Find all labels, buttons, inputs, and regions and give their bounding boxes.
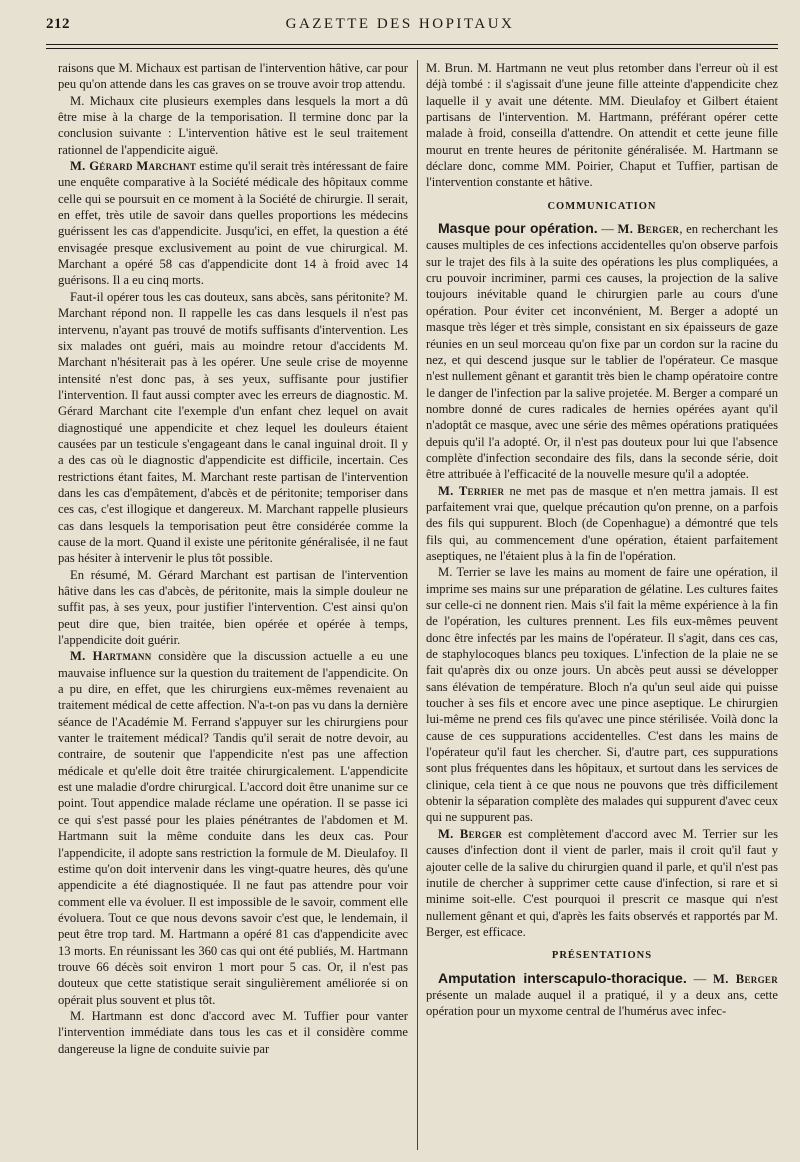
paragraph	[58, 158, 408, 289]
header-rule	[46, 44, 778, 45]
section-heading: COMMUNICATION	[547, 200, 657, 212]
dash: —	[597, 222, 618, 237]
paragraph-text: estime qu'il serait très intéressant de faire une enquête comparative à la Société médicale des hôpitaux comme celle qui se poursuit en ce moment à la Société de chirurgie. Il serait, en effet, très utile de savoir dans quelles proportions les médecins guérissent les cas d'appendicite. Jusqu'ici, en effet, la question a été envisagée presque exclusivement au point de vue chirurgical. M. Marchant a opéré 58 cas d'appendicite dont 14 à froid avec 14 guérisons. Il a eu cinq morts.	[58, 159, 408, 288]
speaker-name: M. Berger	[713, 971, 778, 986]
page-number: 212	[46, 16, 70, 32]
paragraph: Faut-il opérer tous les cas douteux, sans abcès, sans péritonite? M. Marchant répond non. Il rappelle les cas dans lesquels il n'est pas intervenu, n'ayant pas trouvé de motifs suffisants d'intervention. Les six malades ont guéri, mais au moindre retour d'accidents M. Marchant n'hésiterait pas à les opérer. Une seule crise de moyenne intensité n'est donc pas, à ses yeux, suffisante pour justifier l'intervention. Il faut aussi compter avec les erreurs de diagnostic. M. Gérard Marchant cite l'exemple d'un enfant chez lequel on avait diagnostiqué une appendicite et chez lequel les douleurs étaient causées par un testicule s'engageant dans le canal inguinal droit. Il y a des cas où le diagnostic d'appendicite est difficile, incertain. Ces restrictions étant faites, M. Marchant reste partisan de l'intervention dans les cas d'empâtement, d'abcès et de péritonite; temporiser dans ces cas, c'est illogique et dangereux. M. Marchant rappelle plusieurs cas dans lesquels la temporisation peut être considérée comme la cause de la mort. Quand il existe une péritonite généralisée, il ne faut pas hésiter à intervenir le plus tôt possible.	[58, 289, 408, 566]
speaker-name: M. Berger	[617, 222, 680, 237]
speaker-name: M. Gérard Marchant	[70, 159, 197, 174]
paragraph: M. Brun. M. Hartmann ne veut plus retomber dans l'erreur où il est déjà tombé : il s'agissait d'une jeune fille atteinte d'appendicite chez laquelle il y avait une détente. MM. Dieulafoy et Gilbert étaient partisans de l'intervention. M. Hartmann, préférant opérer cette malade à froid, conseilla d'attendre. On attendit et cette jeune fille mourut en trente heures de péritonite généralisée. M. Hartmann se déclare donc, comme MM. Poirier, Chaput et Tuffier, partisan de l'intervention constante et hâtive.	[426, 61, 778, 190]
paragraph: M. Hartmann est donc d'accord avec M. Tuffier pour vanter l'intervention immédiate dans tous les cas et il considère comme dangereuse la ligne de conduite suivie par	[58, 1008, 408, 1056]
paragraph	[426, 483, 778, 565]
column-divider	[417, 60, 418, 1150]
article-title: Masque pour opération.	[438, 220, 598, 237]
paragraph: En résumé, M. Gérard Marchant est partisan de l'intervention hâtive dans les cas d'abcès, de péritonite, mais la simple douleur ne suffit pas, à ses yeux, pour justifier l'intervention. C'est ainsi qu'on peut dire que, bien traitée, bien opérée et opérée à temps, l'appendicite doit guérir.	[58, 567, 408, 648]
journal-title: GAZETTE DES HOPITAUX	[285, 16, 515, 32]
speaker-name: M. Berger	[438, 826, 503, 841]
dash: —	[686, 971, 714, 986]
paragraph-text: est complètement d'accord avec M. Terrier sur les causes d'infection dont il vient de parler, mais il croit qu'il faut y ajouter celle de la salive du chirurgien quand il parle, et qu'il n'est pas inutile de chercher à supprimer cette cause d'infection, si rare et si minime soit-elle. C'est pourquoi il prescrit ce masque qui n'est nullement gênant et qui, d'après les faits observés et rapportés par M. Berger, est efficace.	[426, 826, 778, 939]
paragraph	[58, 648, 408, 1008]
running-header	[0, 0, 800, 56]
section-heading: PRÉSENTATIONS	[551, 950, 653, 962]
paragraph	[426, 220, 778, 483]
article-title: Amputation interscapulo-thoracique.	[438, 969, 687, 986]
paragraph	[426, 970, 778, 1020]
header-rule-thin	[46, 48, 778, 49]
paragraph: M. Terrier se lave les mains au moment de faire une opération, il imprime ses mains sur une préparation de gélatine. Les cultures faites sur celle-ci ne donnent rien. Mais s'il fait la même expérience à la fin de l'opération, les cultures prennent. Les fils eux-mêmes peuvent donc être infectés par les mains de l'opérateur. Il s'agit, dans ces cas, de staphylocoques blancs peu toxiques. L'infection de la plaie ne se fait qu'après dix ou onze jours. Un abcès peut aussi se développer sans élévation de température. Bloch n'a qu'un seul aide qui puisse toucher à ses fils et encore avec une pince aseptique. Le chirurgien lui-même ne prend ces fils qu'avec une pince stérilisée. Voilà donc la cause de ces suppurations accidentelles. C'est dans les mains de l'opérateur qu'il faut les chercher. Si, d'autre part, ces suppurations sont plus fréquentes dans les hôpitaux, et surtout dans les services de clinique, cela tient à ce que nous ne pouvons que très difficilement obtenir la séparation complète des malades qui suppurent d'avec ceux qui ne suppurent pas.	[426, 565, 778, 825]
paragraph-text: présente un malade auquel il a pratiqué, il y a deux ans, cette opération pour un myxome central de l'humérus avec infec-	[426, 987, 778, 1019]
left-column	[58, 60, 408, 1155]
paragraph: raisons que M. Michaux est partisan de l'intervention hâtive, car pour peu qu'on attende dans les cas graves on se trouve avoir trop attendu.	[58, 61, 408, 92]
paragraph-text: considère que la discussion actuelle a eu une mauvaise influence sur la question du traitement de l'appendicite. On a pu dire, en effet, que les chirurgiens eux-mêmes revenaient au traitement médical de cette affection. N'a-t-on pas vu dans la dernière séance de l'Académie M. Ferrand s'appuyer sur les chirurgiens pour vanter le traitement médical? Tandis qu'il serait de notre devoir, au contraire, de soutenir que l'appendicite n'est pas une affection médicale et qu'elle doit être traitée chirurgicalement. L'appendicite est une maladie d'ordre chirurgical. L'accord doit être unanime sur ce point. Tout appendice malade réclame une opération. Il se passe ici ce qui s'est passé pour les plaies pénétrantes de l'abdomen et M. Hartmann suit la même conduite dans les deux cas. Pour l'appendicite, il adopte sans restriction la formule de M. Dieulafoy. Il estime qu'on doit intervenir dans les vingt-quatre heures, dès qu'une appendicite a été diagnostiquée. Il ne faut pas attendre pour voir comment elle va évoluer. Il est impossible de le savoir, comment elle évoluera. Tout ce que nous devons savoir c'est que, le lendemain, il peut être trop tard. M. Hartmann a opéré 81 cas d'appendicite avec 13 morts. En réunissant les 360 cas qui ont été publiés, M. Hartmann trouve 66 décès soit environ 1 mort pour 5 cas. Or, il n'est pas douteux que cette statistique serait singulièrement améliorée si on opérait plus souvent et plus tôt.	[58, 649, 408, 1007]
paragraph: M. Michaux cite plusieurs exemples dans lesquels la mort a dû être mise à la charge de la temporisation. Il termine donc par la conclusion suivante : L'intervention hâtive est le seul traitement rationnel de l'appendicite aiguë.	[58, 93, 408, 157]
paragraph	[426, 826, 778, 940]
speaker-name: M. Terrier	[438, 483, 505, 498]
paragraph-text: , en recherchant les causes multiples de ces infections accidentelles qu'on observe parfois sur le trajet des fils à la suite des opérations les plus compliquées, a cru pouvoir incriminer, parmi ces causes, la projection de la salive toujours inévitable quand le chirurgien parle au cours d'une opération. Pour éviter cet inconvénient, M. Berger a adopté un masque très léger et très simple, consistant en six épaisseurs de gaze réunies en un seul morceau qu'on fixe par un cordon sur la racine du nez, et qui descend jusque sur le tablier de l'opérateur. Ce masque n'est nullement gênant et garantit très bien le champ opératoire contre le danger de l'infection par la salive projetée. M. Berger a comparé un nombre donné de cures radicales de hernies opérées ayant qu'il n'adoptât ce masque, avec une série des mêmes opérations pratiquées depuis qu'il l'a adopté. Or, il n'est pas douteux pour lui que l'absence complète d'infection secondaire des fils, dans la seconde série, doit être attribuée à l'efficacité de la nouvelle mesure qu'il a adoptée.	[426, 222, 778, 482]
paragraph-text: ne met pas de masque et n'en mettra jamais. Il est parfaitement vrai que, quelque précaution qu'on prenne, on a parfois des fils qui suppurent. Bloch (de Copenhague) a démontré que tels fils qui, au commencement d'une opération, étaient parfaitement aseptiques, ne l'étaient plus à la fin de l'opération.	[426, 483, 778, 563]
right-column	[426, 60, 778, 1155]
speaker-name: M. Hartmann	[70, 649, 152, 664]
